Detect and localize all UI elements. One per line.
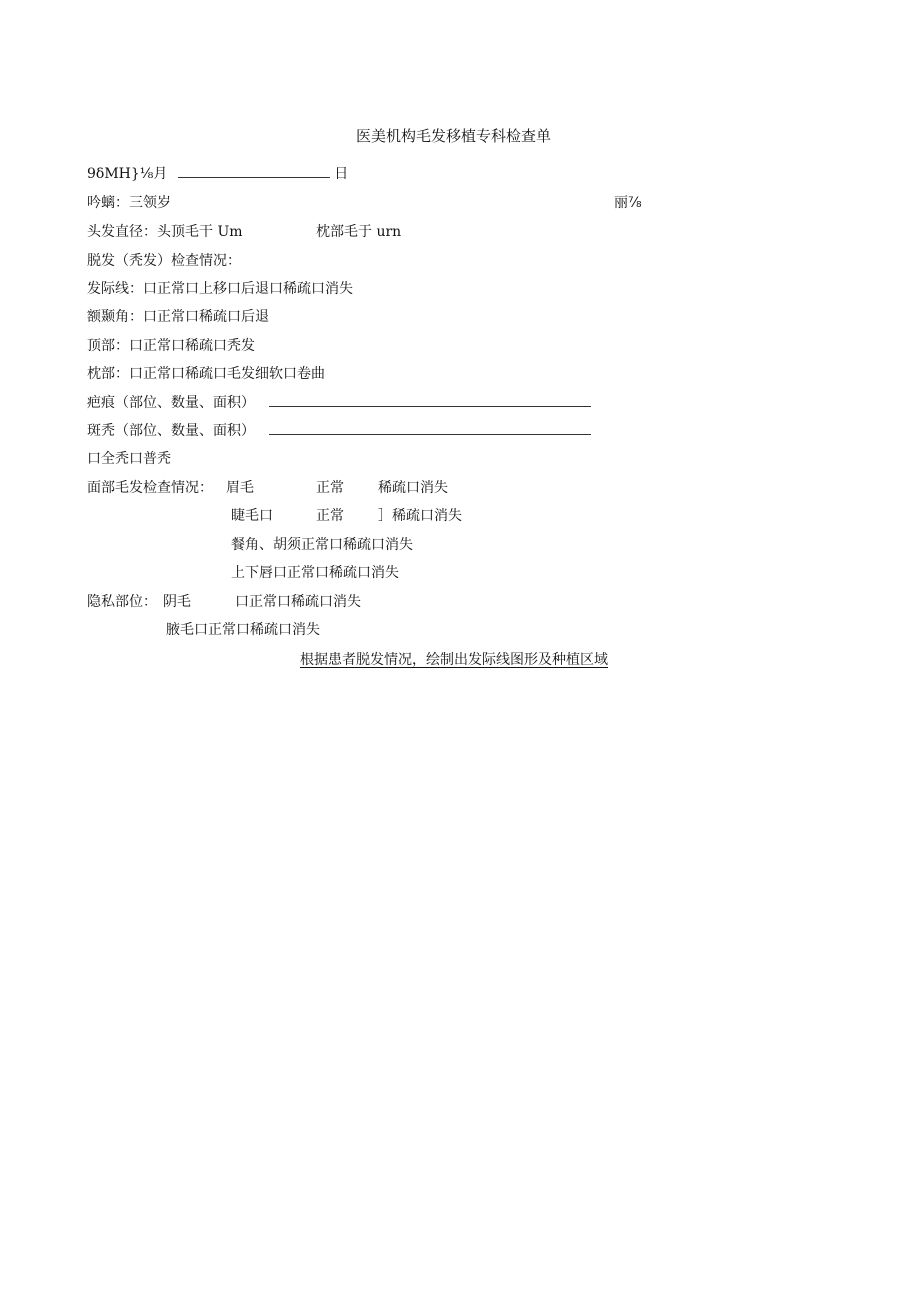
total-alopecia-options: 口全秃口普秃 (87, 451, 171, 467)
date-row (87, 165, 348, 183)
axilla-options: 腋毛口正常口稀疏口消失 (166, 622, 320, 638)
scar-blank-line[interactable] (269, 394, 591, 407)
hair-diameter-occiput: 枕部毛于 urn (316, 224, 402, 240)
private-section-heading: 隐私部位： (87, 594, 157, 610)
patch-row (87, 422, 591, 440)
lip-options: 上下唇口正常口稀疏口消失 (231, 565, 399, 581)
crown-options: 顶部：口正常口稀疏口秃发 (87, 338, 255, 354)
temple-options: 额颞角：口正常口稀疏口后退 (87, 309, 269, 325)
hairline-options: 发际线：口正常口上移口后退口稀疏口消失 (87, 281, 353, 297)
occiput-options: 枕部：口正常口稀疏口毛发细软口卷曲 (87, 366, 325, 382)
date-blank-line[interactable] (178, 165, 330, 178)
drawing-area[interactable] (87, 690, 833, 1250)
form-title: 医美机构毛发移植专科检查单 (355, 127, 551, 145)
date-prefix: 9δMH}⅛月 (87, 166, 168, 182)
eyebrow-label: 眉毛 (226, 480, 254, 496)
hair-diameter-crown: 头发直径：头顶毛干 Um (87, 224, 243, 240)
drawing-instruction: 根据患者脱发情况，绘制出发际线图形及种植区域 (300, 652, 608, 668)
patch-label: 斑秃（部位、数量、面积） (87, 423, 255, 439)
pubic-options: 口正常口稀疏口消失 (235, 594, 361, 610)
eyelash-label: 睫毛口 (231, 508, 273, 524)
eyelash-rest: ］稀疏口消失 (378, 508, 462, 524)
beard-options: 餐角、胡须正常口稀疏口消失 (231, 537, 413, 553)
eyelash-normal: 正常 (316, 508, 344, 524)
age-right-text: 丽⅞ (614, 195, 642, 211)
eyebrow-rest: 稀疏口消失 (378, 480, 448, 496)
eyebrow-normal: 正常 (316, 480, 344, 496)
scar-row (87, 394, 591, 412)
age-label: 吟螭：三领岁 (87, 195, 171, 211)
scalp-section-heading: 脱发（秃发）检查情况： (87, 253, 241, 269)
face-section-heading: 面部毛发检查情况： (87, 480, 213, 496)
patch-blank-line[interactable] (269, 422, 591, 435)
scar-label: 疤痕（部位、数量、面积） (87, 395, 255, 411)
pubic-label: 阴毛 (163, 594, 191, 610)
date-suffix: 日 (334, 166, 349, 182)
